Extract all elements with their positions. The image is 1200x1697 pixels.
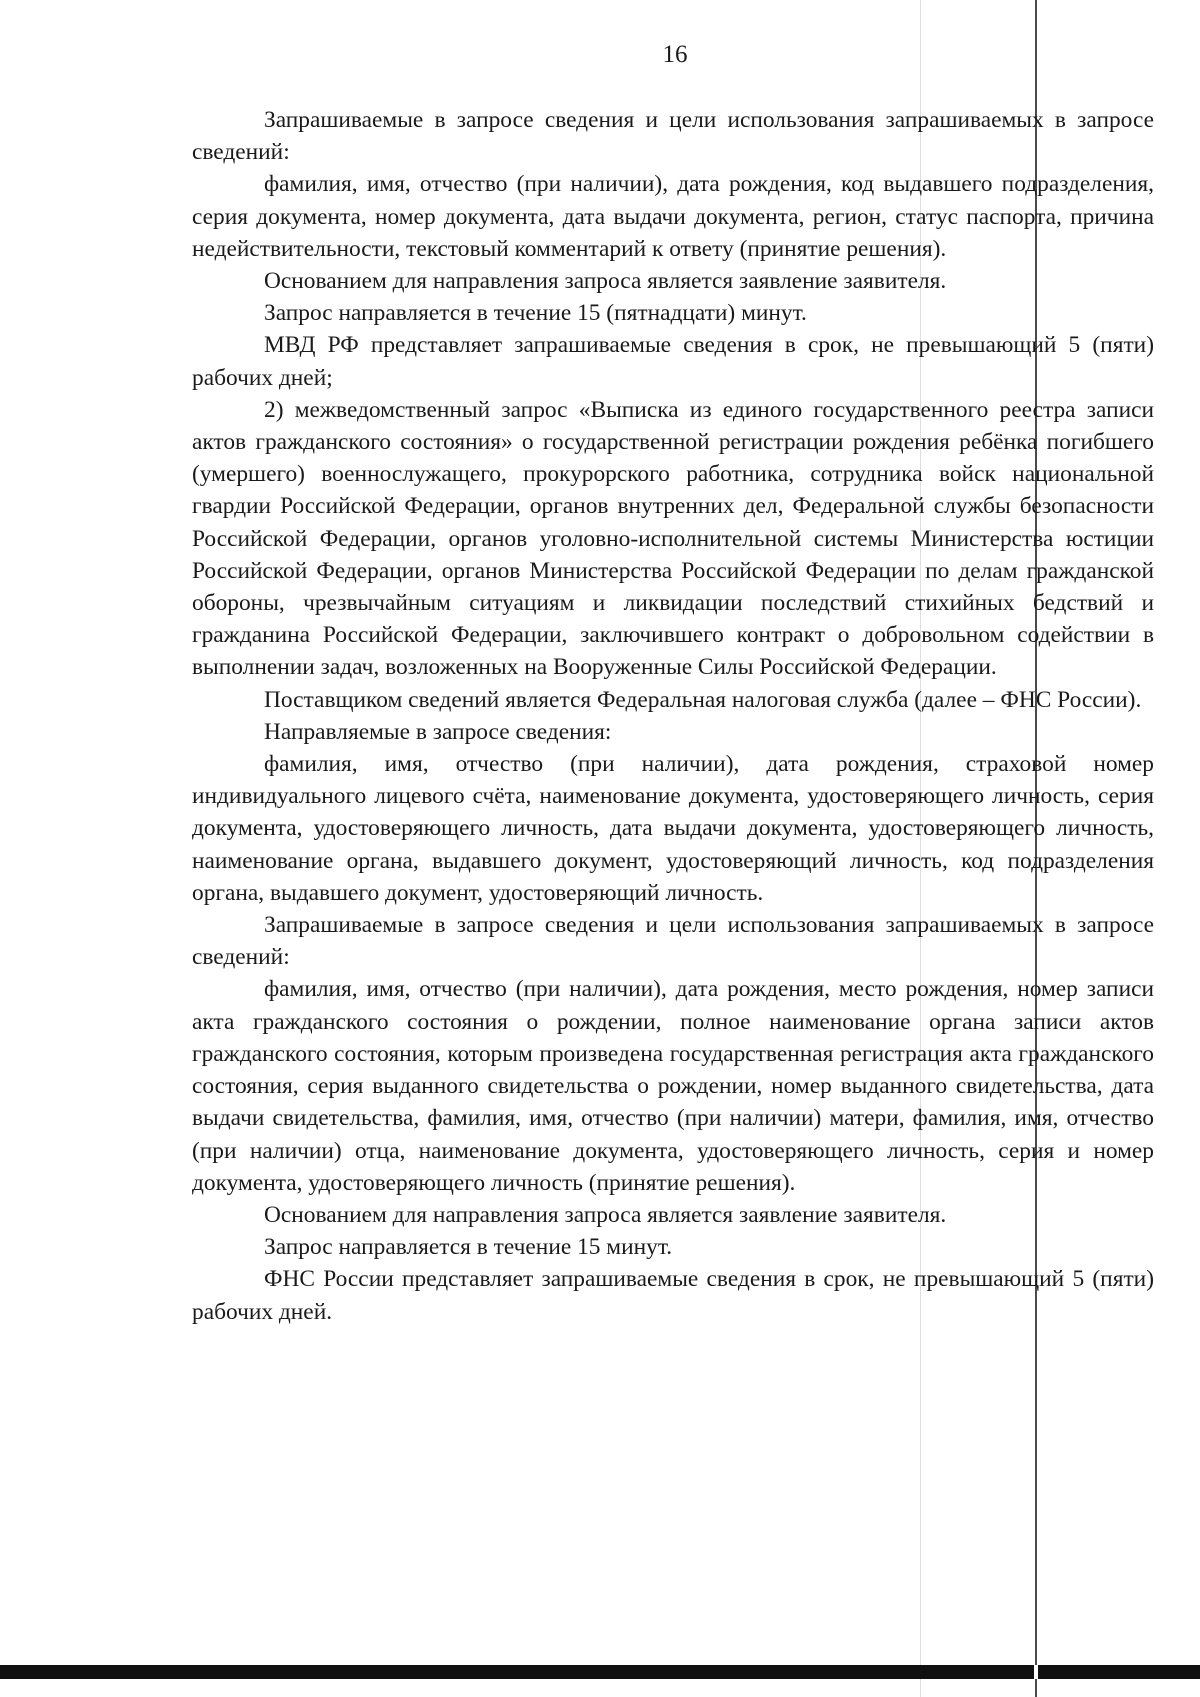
paragraph: фамилия, имя, отчество (при наличии), дата рождения, место рождения, номер записи акта гражданского состояния о рождении, полное наименование органа записи актов гражданского состояния, которым произведена государственная регистрация акта гражданского состояния, серия выданного свидетельства о рождении, номер выданного свидетельства, дата выдачи свидетельства, фамилия, имя, отчество (при наличии) матери, фамилия, имя, отчество (при наличии) отца, наименование документа, удостоверяющего личность, серия и номер документа, удостоверяющего личность (принятие решения). bbox=[192, 976, 1154, 1196]
paragraph: фамилия, имя, отчество (при наличии), дата рождения, страховой номер индивидуального лицевого счёта, наименование документа, удостоверяющего личность, серия документа, удостоверяющего личность, дата выдачи документа, удостоверяющего личность, наименование органа, выдавшего документ, удостоверяющий личность, код подразделения органа, выдавшего документ, удостоверяющий личность. bbox=[192, 751, 1154, 906]
paragraph: Запрашиваемые в запросе сведения и цели использования запрашиваемых в запросе сведений: bbox=[192, 107, 1154, 166]
paragraph: Направляемые в запросе сведения: bbox=[264, 718, 612, 745]
paragraph: ФНС России представляет запрашиваемые сведения в срок, не превышающий 5 (пяти) рабочих дней. bbox=[192, 1266, 1154, 1325]
page-number: 16 bbox=[662, 41, 688, 68]
paragraph: МВД РФ представляет запрашиваемые сведения в срок, не превышающий 5 (пяти) рабочих дней; bbox=[192, 332, 1154, 391]
paragraph: Основанием для направления запроса является заявление заявителя. bbox=[264, 268, 947, 295]
paragraph: Поставщиком сведений является Федеральная налоговая служба (далее – ФНС России). bbox=[264, 686, 1142, 713]
paragraph: Основанием для направления запроса является заявление заявителя. bbox=[264, 1201, 947, 1228]
paragraph: Запрашиваемые в запросе сведения и цели использования запрашиваемых в запросе сведений: bbox=[192, 912, 1154, 971]
scan-border-bottom bbox=[0, 1665, 1200, 1679]
paragraph: 2) межведомственный запрос «Выписка из единого государственного реестра записи актов гражданского состояния» о государственной регистрации рождения ребёнка погибшего (умершего) военнослужащего, прокурорского работника, сотрудника войск национальной гвардии Российской Федерации, органов внутренних дел, Федеральной службы безопасности Российской Федерации, органов уголовно-исполнительной системы Министерства юстиции Российской Федерации, органов Министерства Российской Федерации по делам гражданской обороны, чрезвычайным ситуациям и ликвидации последствий стихийных бедствий и гражданина Российской Федерации, заключившего контракт о добровольном содействии в выполнении задач, возложенных на Вооруженные Силы Российской Федерации. bbox=[192, 396, 1154, 681]
paragraph: Запрос направляется в течение 15 (пятнадцати) минут. bbox=[264, 300, 807, 327]
scan-border-gap bbox=[1034, 1665, 1038, 1679]
document-body bbox=[192, 104, 1154, 1328]
paragraph: Запрос направляется в течение 15 минут. bbox=[264, 1234, 673, 1261]
paragraph: фамилия, имя, отчество (при наличии), дата рождения, код выдавшего подразделения, серия документа, номер документа, дата выдачи документа, регион, статус паспорта, причина недействительности, текстовый комментарий к ответу (принятие решения). bbox=[192, 171, 1154, 262]
